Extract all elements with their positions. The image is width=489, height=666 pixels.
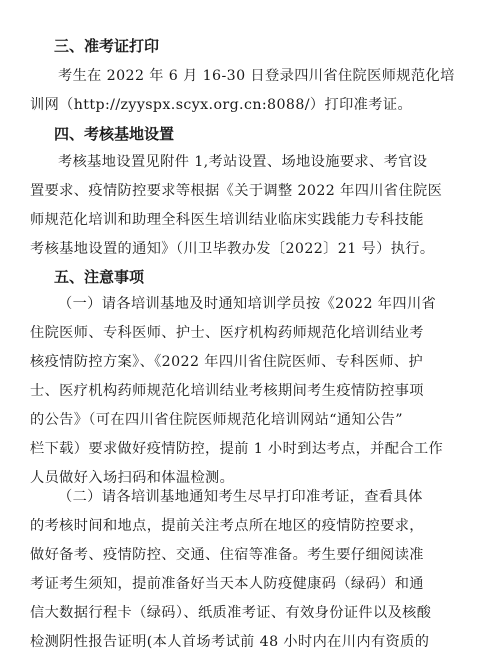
section-heading-exam-ticket: 三、准考证打印 (54, 37, 160, 55)
paragraph-note-item-1 (30, 290, 459, 493)
text-line: 师规范化培训和助理全科医生培训结业临床实践能力专科技能 (30, 212, 424, 228)
text-line: 人员做好入场扫码和体温检测。 (30, 470, 235, 486)
text-line: 的公告》（可在四川省住院医师规范化培训网站“通知公告” (30, 412, 403, 428)
paragraph-exam-site (30, 148, 459, 264)
text-line: 考核基地设置的通知》（川卫毕教办发〔2022〕21 号）执行。 (30, 241, 435, 257)
text-line: 考核基地设置见附件 1,考站设置、场地设施要求、考官设 (58, 154, 428, 170)
text-line: （一）请各培训基地及时通知培训学员按《2022 年四川省 (58, 296, 437, 312)
text-line: 信大数据行程卡（绿码）、纸质准考证、有效身份证件以及核酸 (30, 605, 432, 621)
text-line: 士、医疗机构药师规范化培训结业考核期间考生疫情防控事项 (30, 383, 424, 399)
text-line: 栏下载）要求做好疫情防控，提前 1 小时到达考点，并配合工作 (30, 441, 444, 457)
text-line: 考生在 2022 年 6 月 16-30 日登录四川省住院医师规范化培 (58, 68, 455, 84)
paragraph-note-item-2 (30, 483, 459, 657)
section-heading-exam-site: 四、考核基地设置 (54, 125, 175, 143)
text-line: 考证考生须知，提前准备好当天本人防疫健康码（绿码）和通 (30, 576, 424, 592)
text-line: 的考核时间和地点，提前关注考点所在地区的疫情防控要求， (30, 518, 424, 534)
text-line: （二）请各培训基地通知考生尽早打印准考证，查看具体 (58, 489, 423, 505)
text-line: 训网（http://zyyspx.scyx.org.cn:8088/）打印准考证。 (30, 97, 413, 113)
section-heading-notes: 五、注意事项 (54, 268, 145, 286)
text-line: 检测阴性报告证明(本人首场考试前 48 小时内在川内有资质的 (30, 634, 430, 650)
paragraph-exam-ticket (30, 62, 459, 120)
text-line: 核疫情防控方案》、《2022 年四川省住院医师、专科医师、护 (30, 354, 424, 370)
text-line: 置要求、疫情防控要求等根据《关于调整 2022 年四川省住院医 (30, 183, 443, 199)
text-line: 做好备考、疫情防控、交通、住宿等准备。考生要仔细阅读准 (30, 547, 424, 563)
text-line: 住院医师、专科医师、护士、医疗机构药师规范化培训结业考 (30, 325, 424, 341)
